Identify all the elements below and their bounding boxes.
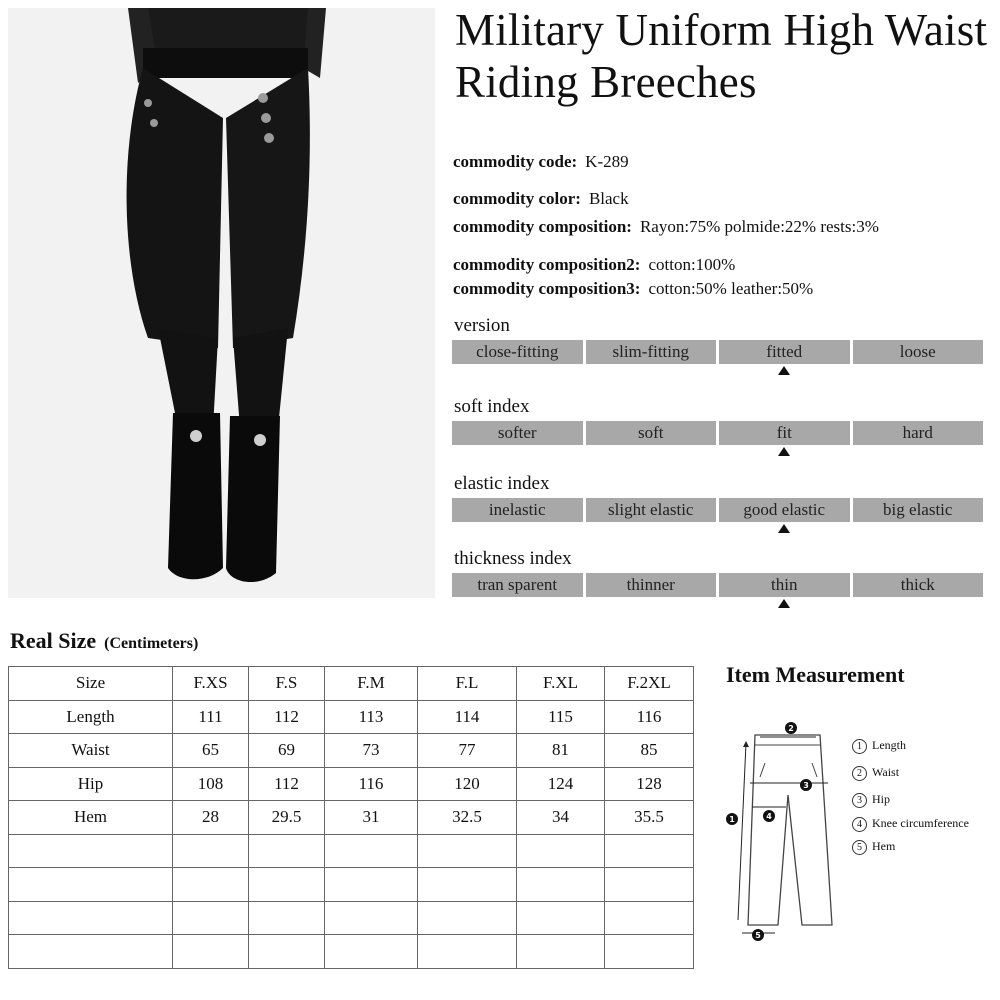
- table-cell: 108: [173, 767, 249, 801]
- legend-label: Knee circumference: [872, 816, 969, 830]
- table-cell: [605, 935, 694, 969]
- table-cell: 120: [418, 767, 517, 801]
- table-cell: 116: [605, 700, 694, 734]
- table-header-row: [9, 667, 694, 701]
- index-option: big elastic: [853, 498, 984, 522]
- spec-row: [453, 217, 879, 237]
- table-cell: 111: [173, 700, 249, 734]
- legend-item: [852, 738, 906, 754]
- spec-value: Rayon:75% polmide:22% rests:3%: [639, 217, 879, 236]
- real-size-heading: Real Size: [10, 628, 97, 653]
- table-cell: 32.5: [418, 801, 517, 835]
- index-scale: [452, 421, 983, 445]
- legend-label: Hem: [872, 839, 896, 853]
- table-cell: [325, 901, 418, 935]
- index-option-selected: thin: [719, 573, 850, 597]
- marker-3: 3: [803, 781, 809, 790]
- table-cell: F.L: [418, 667, 517, 701]
- table-cell: [517, 868, 605, 902]
- table-cell: 35.5: [605, 801, 694, 835]
- table-row: [9, 700, 694, 734]
- table-cell: 65: [173, 734, 249, 768]
- index-option: tran sparent: [452, 573, 583, 597]
- table-cell: Size: [9, 667, 173, 701]
- table-cell: 114: [418, 700, 517, 734]
- table-cell: Length: [9, 700, 173, 734]
- spec-row: [453, 152, 629, 172]
- table-cell: [605, 868, 694, 902]
- legend-label: Length: [872, 738, 906, 752]
- table-cell: [517, 901, 605, 935]
- table-cell: Hip: [9, 767, 173, 801]
- real-size-title: [10, 628, 198, 654]
- marker-4: 4: [766, 812, 772, 821]
- table-cell: [517, 834, 605, 868]
- table-cell: 77: [418, 734, 517, 768]
- table-cell: [418, 868, 517, 902]
- table-cell: [517, 935, 605, 969]
- spec-label: commodity color:: [453, 189, 581, 208]
- spec-value: K-289: [585, 152, 629, 171]
- size-table: [8, 666, 694, 969]
- table-cell: [173, 901, 249, 935]
- table-cell: 116: [325, 767, 418, 801]
- index-option: soft: [586, 421, 717, 445]
- spec-row: [453, 279, 813, 299]
- index-label: soft index: [454, 396, 530, 417]
- index-scale: [452, 573, 983, 597]
- spec-value: cotton:100%: [648, 255, 736, 274]
- table-cell: [605, 834, 694, 868]
- table-cell: [249, 935, 325, 969]
- table-cell: [9, 834, 173, 868]
- table-cell: F.S: [249, 667, 325, 701]
- legend-item: [852, 765, 899, 781]
- index-option-selected: fitted: [719, 340, 850, 364]
- table-cell: 34: [517, 801, 605, 835]
- spec-value: cotton:50% leather:50%: [648, 279, 814, 298]
- legend-label: Waist: [872, 765, 900, 779]
- index-label: elastic index: [454, 473, 550, 494]
- table-cell: [173, 935, 249, 969]
- table-row: [9, 734, 694, 768]
- table-cell: [173, 834, 249, 868]
- table-cell: [249, 901, 325, 935]
- item-measurement-title: Item Measurement: [726, 662, 905, 687]
- table-cell: F.XL: [517, 667, 605, 701]
- table-cell: 81: [517, 734, 605, 768]
- index-scale: [452, 340, 983, 364]
- table-cell: Hem: [9, 801, 173, 835]
- product-photo: [8, 8, 435, 598]
- spec-label: commodity composition2:: [453, 255, 641, 274]
- legend-number: 1: [852, 739, 867, 754]
- spec-label: commodity code:: [453, 152, 578, 171]
- legend-item: [852, 816, 969, 832]
- index-option-selected: fit: [719, 421, 850, 445]
- spec-row: [453, 255, 735, 275]
- table-cell: [173, 868, 249, 902]
- table-cell: 115: [517, 700, 605, 734]
- table-cell: [249, 868, 325, 902]
- table-cell: 73: [325, 734, 418, 768]
- marker-5: 5: [755, 931, 761, 940]
- legend-number: 2: [852, 766, 867, 781]
- table-cell: F.XS: [173, 667, 249, 701]
- table-row-empty: [9, 901, 694, 935]
- table-cell: [418, 834, 517, 868]
- spec-value: Black: [588, 189, 629, 208]
- breeches-illustration: [8, 8, 435, 598]
- spec-label: commodity composition3:: [453, 279, 641, 298]
- table-cell: 69: [249, 734, 325, 768]
- index-option: thick: [853, 573, 984, 597]
- table-cell: 128: [605, 767, 694, 801]
- table-cell: 29.5: [249, 801, 325, 835]
- spec-label: commodity composition:: [453, 217, 632, 236]
- table-cell: [9, 935, 173, 969]
- index-option: hard: [853, 421, 984, 445]
- table-cell: [605, 901, 694, 935]
- product-title: Military Uniform High Waist Riding Breeches: [455, 5, 988, 107]
- table-cell: [418, 901, 517, 935]
- legend-item: [852, 839, 895, 855]
- legend-number: 5: [852, 840, 867, 855]
- table-cell: 112: [249, 767, 325, 801]
- table-cell: [325, 935, 418, 969]
- index-scale: [452, 498, 983, 522]
- legend-number: 3: [852, 793, 867, 808]
- table-cell: [418, 935, 517, 969]
- index-option: loose: [853, 340, 984, 364]
- table-cell: [249, 834, 325, 868]
- table-row-empty: [9, 868, 694, 902]
- legend-number: 4: [852, 817, 867, 832]
- table-cell: 28: [173, 801, 249, 835]
- table-row-empty: [9, 935, 694, 969]
- index-label: version: [454, 315, 510, 336]
- table-cell: 124: [517, 767, 605, 801]
- table-cell: [9, 901, 173, 935]
- marker-1: 1: [729, 815, 735, 824]
- marker-2: 2: [788, 724, 794, 733]
- table-cell: [325, 868, 418, 902]
- table-cell: 31: [325, 801, 418, 835]
- table-cell: 112: [249, 700, 325, 734]
- measurement-diagram: [720, 715, 850, 950]
- spec-row: [453, 189, 629, 209]
- table-cell: [325, 834, 418, 868]
- table-row-empty: [9, 834, 694, 868]
- index-option: thinner: [586, 573, 717, 597]
- table-cell: [9, 868, 173, 902]
- index-option: slim-fitting: [586, 340, 717, 364]
- legend-label: Hip: [872, 792, 890, 806]
- table-row: [9, 801, 694, 835]
- index-label: thickness index: [454, 548, 572, 569]
- index-option: close-fitting: [452, 340, 583, 364]
- index-option: inelastic: [452, 498, 583, 522]
- legend-item: [852, 792, 890, 808]
- real-size-unit: (Centimeters): [104, 635, 199, 652]
- table-cell: F.2XL: [605, 667, 694, 701]
- index-option-selected: good elastic: [719, 498, 850, 522]
- index-option: softer: [452, 421, 583, 445]
- table-cell: 85: [605, 734, 694, 768]
- table-cell: Waist: [9, 734, 173, 768]
- table-row: [9, 767, 694, 801]
- table-cell: F.M: [325, 667, 418, 701]
- table-cell: 113: [325, 700, 418, 734]
- index-option: slight elastic: [586, 498, 717, 522]
